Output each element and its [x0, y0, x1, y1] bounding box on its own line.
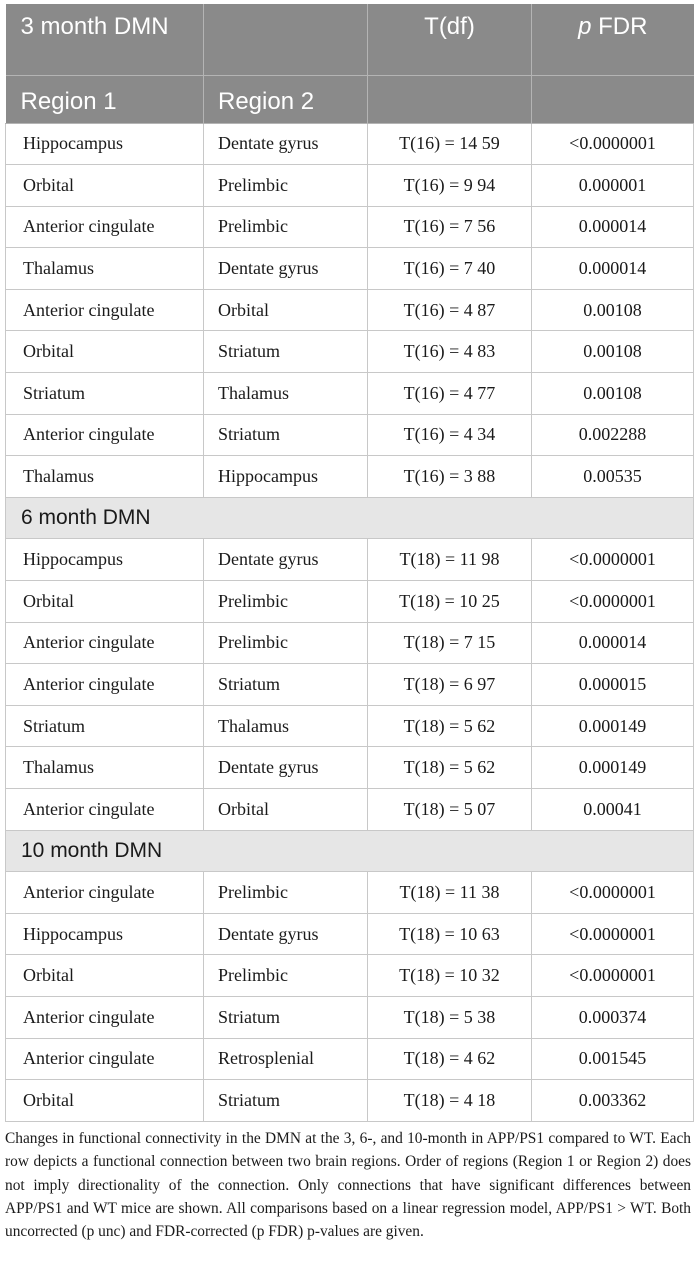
table-row	[6, 1080, 694, 1122]
table-row	[6, 539, 694, 581]
table-caption: Changes in functional connectivity in the DMN at the 3, 6-, and 10-month in APP/PS1 compared to WT. Each row depicts a functional connection between two brain regions. Order of regions (Region 1 or Region 2) does not imply directionality of the connection. Only connections that have significant differences between APP/PS1 and WT mice are shown. All comparisons based on a linear regression model, APP/PS1 > WT. Both uncorrected (p unc) and FDR-corrected (p FDR) p-values are given.	[5, 1130, 691, 1241]
cell-t-df: T(18) = 5 07	[368, 789, 532, 831]
cell-region-1: Anterior cingulate	[6, 872, 204, 914]
cell-region-1: Anterior cingulate	[6, 622, 204, 664]
cell-p-fdr: 0.000374	[532, 996, 694, 1038]
table-row	[6, 913, 694, 955]
cell-t-df: T(16) = 4 87	[368, 289, 532, 331]
cell-p-fdr: <0.0000001	[532, 913, 694, 955]
cell-region-2: Prelimbic	[204, 206, 368, 248]
table-row	[6, 705, 694, 747]
cell-region-1: Anterior cingulate	[6, 789, 204, 831]
cell-region-1: Anterior cingulate	[6, 664, 204, 706]
cell-region-1: Orbital	[6, 165, 204, 207]
cell-t-df: T(18) = 11 38	[368, 872, 532, 914]
cell-p-fdr: 0.000001	[532, 165, 694, 207]
cell-p-fdr: 0.003362	[532, 1080, 694, 1122]
cell-region-1: Orbital	[6, 955, 204, 997]
table-row	[6, 331, 694, 373]
cell-t-df: T(16) = 9 94	[368, 165, 532, 207]
cell-region-1: Hippocampus	[6, 123, 204, 165]
cell-region-1: Thalamus	[6, 456, 204, 498]
cell-t-df: T(18) = 7 15	[368, 622, 532, 664]
table-row	[6, 1038, 694, 1080]
table-row	[6, 664, 694, 706]
cell-region-2: Thalamus	[204, 705, 368, 747]
cell-region-2: Prelimbic	[204, 165, 368, 207]
cell-p-fdr: <0.0000001	[532, 872, 694, 914]
cell-region-1: Orbital	[6, 1080, 204, 1122]
cell-t-df: T(18) = 5 62	[368, 747, 532, 789]
table-body	[6, 123, 694, 1121]
cell-region-2: Dentate gyrus	[204, 913, 368, 955]
cell-t-df: T(18) = 6 97	[368, 664, 532, 706]
table-row	[6, 581, 694, 623]
header-p-italic: p	[578, 13, 592, 40]
section-title: 10 month DMN	[6, 830, 694, 872]
results-table-container	[5, 4, 693, 1122]
cell-region-2: Retrosplenial	[204, 1038, 368, 1080]
cell-p-fdr: 0.00535	[532, 456, 694, 498]
cell-p-fdr: 0.000149	[532, 705, 694, 747]
header-region-1: Region 1	[6, 75, 204, 123]
cell-region-2: Prelimbic	[204, 581, 368, 623]
header-empty-col4	[532, 75, 694, 123]
table-row	[6, 955, 694, 997]
cell-region-2: Prelimbic	[204, 872, 368, 914]
cell-t-df: T(16) = 3 88	[368, 456, 532, 498]
section-title: 6 month DMN	[6, 497, 694, 539]
header-fdr-label: FDR	[591, 13, 648, 40]
table-row	[6, 414, 694, 456]
section-header-row	[6, 497, 694, 539]
cell-t-df: T(18) = 10 25	[368, 581, 532, 623]
cell-region-1: Orbital	[6, 331, 204, 373]
cell-t-df: T(16) = 7 56	[368, 206, 532, 248]
cell-p-fdr: 0.001545	[532, 1038, 694, 1080]
cell-p-fdr: 0.000014	[532, 622, 694, 664]
table-row	[6, 165, 694, 207]
cell-p-fdr: 0.00108	[532, 373, 694, 415]
cell-region-1: Hippocampus	[6, 913, 204, 955]
cell-region-1: Anterior cingulate	[6, 1038, 204, 1080]
cell-region-2: Striatum	[204, 331, 368, 373]
cell-p-fdr: 0.000149	[532, 747, 694, 789]
header-row-2	[6, 75, 694, 123]
table-row	[6, 789, 694, 831]
header-t-df: T(df)	[368, 4, 532, 75]
cell-region-2: Orbital	[204, 789, 368, 831]
cell-t-df: T(16) = 4 34	[368, 414, 532, 456]
header-p-fdr	[532, 4, 694, 75]
cell-p-fdr: 0.000015	[532, 664, 694, 706]
table-row	[6, 872, 694, 914]
table-row	[6, 373, 694, 415]
connectivity-table	[5, 4, 694, 1122]
cell-region-2: Dentate gyrus	[204, 123, 368, 165]
cell-p-fdr: 0.00108	[532, 331, 694, 373]
cell-t-df: T(18) = 4 18	[368, 1080, 532, 1122]
cell-region-1: Anterior cingulate	[6, 289, 204, 331]
cell-region-2: Striatum	[204, 996, 368, 1038]
cell-region-2: Prelimbic	[204, 955, 368, 997]
cell-region-1: Anterior cingulate	[6, 996, 204, 1038]
cell-p-fdr: <0.0000001	[532, 955, 694, 997]
table-row	[6, 456, 694, 498]
cell-p-fdr: <0.0000001	[532, 539, 694, 581]
cell-region-2: Striatum	[204, 414, 368, 456]
cell-t-df: T(16) = 4 83	[368, 331, 532, 373]
cell-region-1: Hippocampus	[6, 539, 204, 581]
cell-t-df: T(18) = 5 62	[368, 705, 532, 747]
cell-t-df: T(16) = 7 40	[368, 248, 532, 290]
header-empty-col3	[368, 75, 532, 123]
cell-p-fdr: <0.0000001	[532, 123, 694, 165]
table-row	[6, 123, 694, 165]
cell-region-2: Thalamus	[204, 373, 368, 415]
cell-t-df: T(18) = 10 32	[368, 955, 532, 997]
cell-t-df: T(18) = 10 63	[368, 913, 532, 955]
cell-p-fdr: <0.0000001	[532, 581, 694, 623]
cell-region-2: Orbital	[204, 289, 368, 331]
cell-region-2: Striatum	[204, 664, 368, 706]
table-row	[6, 747, 694, 789]
table-row	[6, 289, 694, 331]
cell-region-1: Anterior cingulate	[6, 206, 204, 248]
cell-region-2: Dentate gyrus	[204, 248, 368, 290]
header-3-month-dmn: 3 month DMN	[6, 4, 204, 75]
cell-t-df: T(18) = 4 62	[368, 1038, 532, 1080]
cell-region-2: Dentate gyrus	[204, 747, 368, 789]
cell-region-1: Striatum	[6, 705, 204, 747]
cell-p-fdr: 0.000014	[532, 248, 694, 290]
cell-p-fdr: 0.000014	[532, 206, 694, 248]
cell-t-df: T(18) = 5 38	[368, 996, 532, 1038]
table-row	[6, 248, 694, 290]
cell-region-1: Orbital	[6, 581, 204, 623]
cell-p-fdr: 0.002288	[532, 414, 694, 456]
table-row	[6, 996, 694, 1038]
header-row-1	[6, 4, 694, 75]
cell-region-2: Prelimbic	[204, 622, 368, 664]
cell-p-fdr: 0.00041	[532, 789, 694, 831]
section-header-row	[6, 830, 694, 872]
cell-p-fdr: 0.00108	[532, 289, 694, 331]
cell-region-1: Striatum	[6, 373, 204, 415]
table-row	[6, 622, 694, 664]
cell-t-df: T(16) = 4 77	[368, 373, 532, 415]
cell-region-2: Striatum	[204, 1080, 368, 1122]
header-region-2: Region 2	[204, 75, 368, 123]
cell-region-1: Anterior cingulate	[6, 414, 204, 456]
table-header	[6, 4, 694, 123]
cell-region-1: Thalamus	[6, 248, 204, 290]
header-empty-col2	[204, 4, 368, 75]
cell-t-df: T(18) = 11 98	[368, 539, 532, 581]
cell-region-2: Hippocampus	[204, 456, 368, 498]
table-row	[6, 206, 694, 248]
cell-region-1: Thalamus	[6, 747, 204, 789]
cell-region-2: Dentate gyrus	[204, 539, 368, 581]
cell-t-df: T(16) = 14 59	[368, 123, 532, 165]
